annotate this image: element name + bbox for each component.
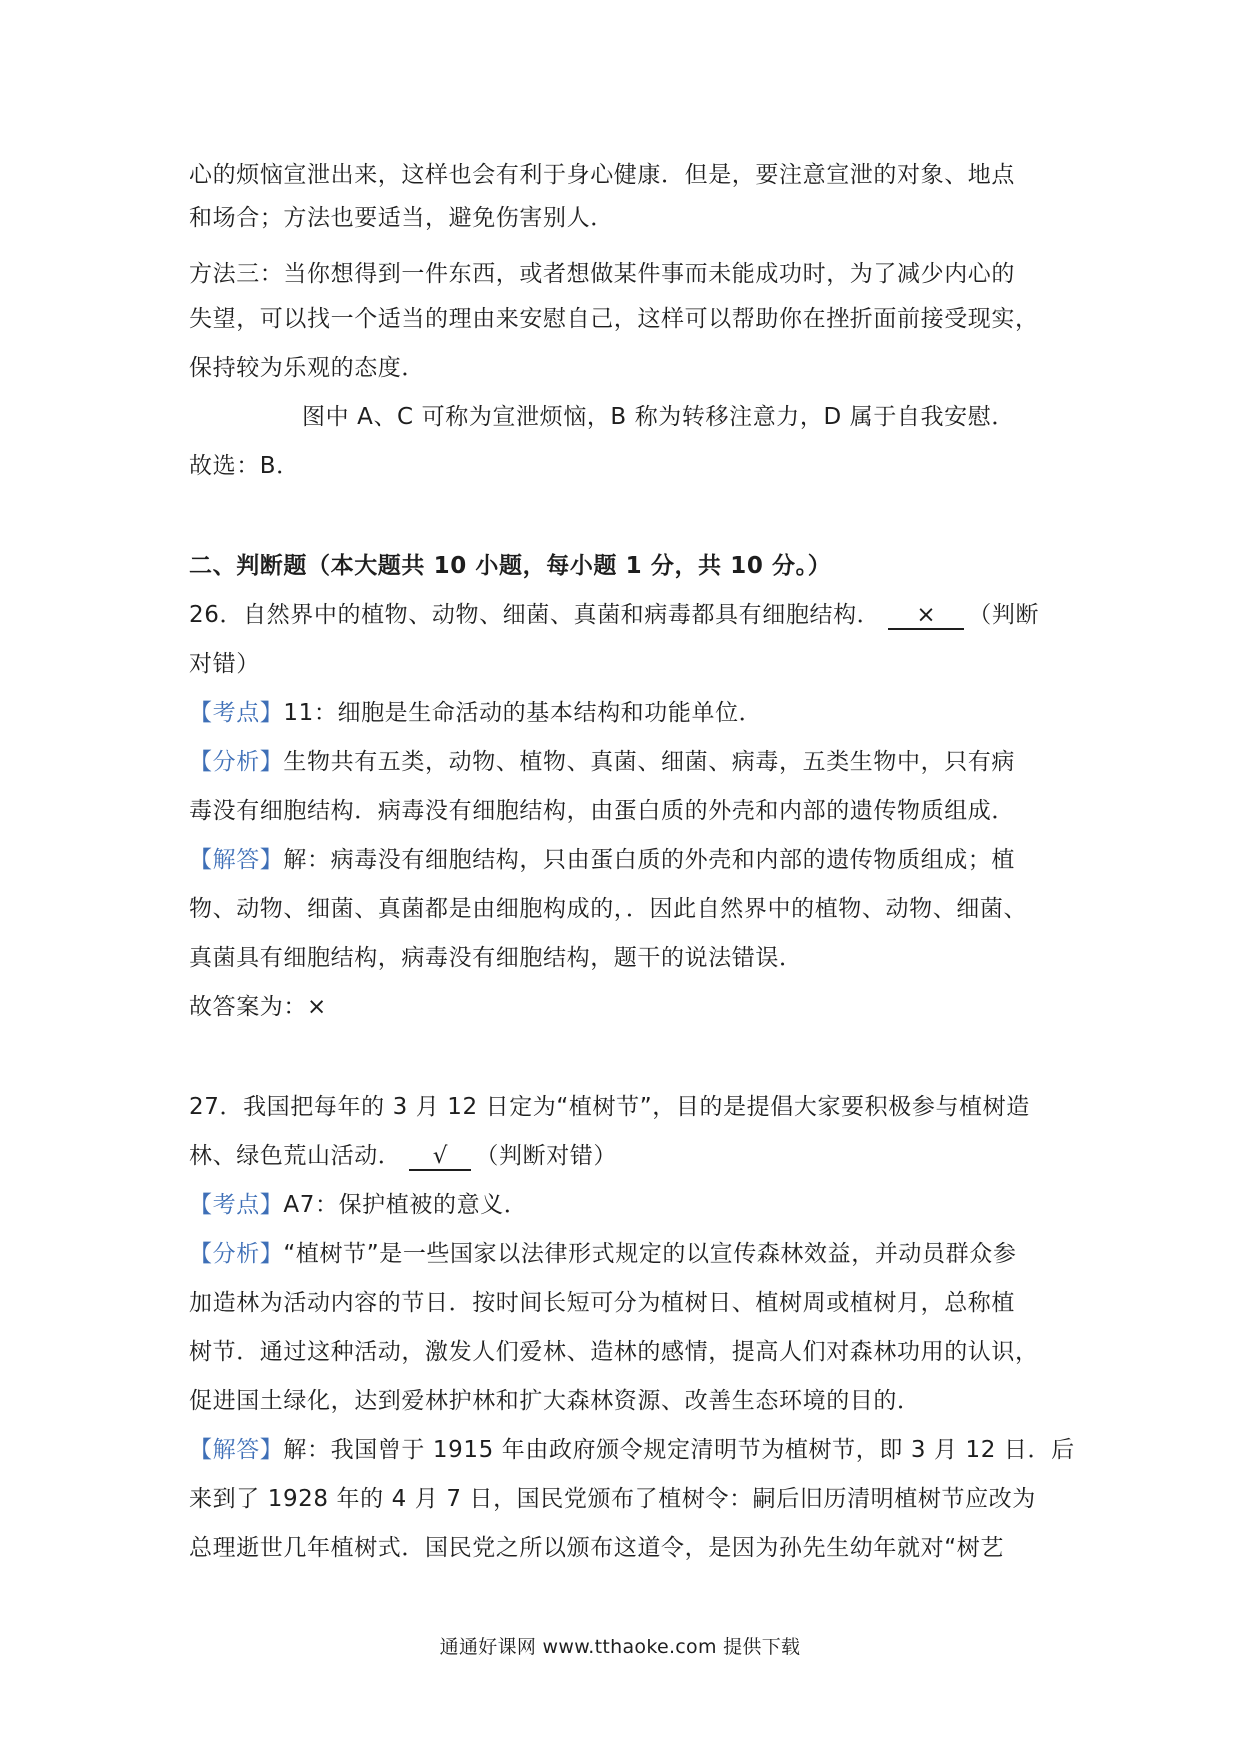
fenxi-text: 生物共有五类，动物、植物、真菌、细菌、病毒，五类生物中，只有病 bbox=[283, 749, 1016, 775]
intro-line: 失望，可以找一个适当的理由来安慰自己，这样可以帮助你在挫折面前接受现实， bbox=[189, 306, 1039, 332]
fenxi-tag: 【分析】 bbox=[189, 1241, 284, 1267]
kaodian-text: 11：细胞是生命活动的基本结构和功能单位． bbox=[283, 700, 763, 726]
q26-stem bbox=[189, 600, 1039, 630]
q26-kaodian bbox=[189, 698, 762, 728]
jieda-tag: 【解答】 bbox=[189, 847, 284, 873]
q27-stem-line2 bbox=[189, 1141, 617, 1171]
q26-answer-blank: × bbox=[888, 602, 964, 630]
q27-answer-blank: √ bbox=[409, 1143, 471, 1171]
kaodian-tag: 【考点】 bbox=[189, 1192, 284, 1218]
q27-fenxi-line2: 加造林为活动内容的节日．按时间长短可分为植树日、植树周或植树月，总称植 bbox=[189, 1290, 1015, 1316]
jieda-text: 解：病毒没有细胞结构，只由蛋白质的外壳和内部的遗传物质组成；植 bbox=[283, 847, 1016, 873]
q27-kaodian bbox=[189, 1190, 527, 1220]
q26-stem-text: 26．自然界中的植物、动物、细菌、真菌和病毒都具有细胞结构． bbox=[189, 602, 881, 628]
kaodian-tag: 【考点】 bbox=[189, 700, 284, 726]
intro-choice: 故选：B． bbox=[189, 453, 300, 479]
intro-summary: 图中 A、C 可称为宣泄烦恼，B 称为转移注意力，D 属于自我安慰． bbox=[302, 404, 1015, 430]
q26-jieda-line2: 物、动物、细菌、真菌都是由细胞构成的，．因此自然界中的植物、动物、细菌、 bbox=[189, 896, 1028, 922]
q27-stem-line1: 27．我国把每年的 3 月 12 日定为“植树节”，目的是提倡大家要积极参与植树造 bbox=[189, 1094, 1030, 1120]
q27-jieda-line2: 来到了 1928 年的 4 月 7 日，国民党颁布了植树令：嗣后旧历清明植树节应改为 bbox=[189, 1486, 1036, 1512]
intro-line: 心的烦恼宣泄出来，这样也会有利于身心健康．但是，要注意宣泄的对象、地点 bbox=[189, 162, 1015, 188]
page-footer: 通通好课网 www.tthaoke.com 提供下载 bbox=[439, 1636, 801, 1658]
q26-jieda-line3: 真菌具有细胞结构，病毒没有细胞结构，题干的说法错误． bbox=[189, 945, 803, 971]
q26-stem-suffix: （判断 bbox=[968, 602, 1040, 628]
q27-jieda bbox=[189, 1435, 1075, 1465]
q26-fenxi bbox=[189, 747, 1015, 777]
intro-line: 和场合；方法也要适当，避免伤害别人． bbox=[189, 205, 614, 231]
q26-stem-line2: 对错） bbox=[189, 651, 260, 677]
jieda-text: 解：我国曾于 1915 年由政府颁令规定清明节为植树节，即 3 月 12 日．后 bbox=[283, 1437, 1075, 1463]
q27-fenxi bbox=[189, 1239, 1016, 1269]
q27-fenxi-line4: 促进国土绿化，达到爱林护林和扩大森林资源、改善生态环境的目的． bbox=[189, 1388, 921, 1414]
q27-stem-suffix: （判断对错） bbox=[475, 1143, 618, 1169]
kaodian-text: A7：保护植被的意义． bbox=[283, 1192, 528, 1218]
section-heading: 二、判断题（本大题共 10 小题，每小题 1 分，共 10 分。） bbox=[189, 553, 832, 579]
q26-fenxi-line2: 毒没有细胞结构．病毒没有细胞结构，由蛋白质的外壳和内部的遗传物质组成． bbox=[189, 798, 1015, 824]
intro-line: 保持较为乐观的态度． bbox=[189, 355, 425, 381]
jieda-tag: 【解答】 bbox=[189, 1437, 284, 1463]
q27-fenxi-line3: 树节．通过这种活动，激发人们爱林、造林的感情，提高人们对森林功用的认识， bbox=[189, 1339, 1039, 1365]
q27-jieda-line3: 总理逝世几年植树式．国民党之所以颁布这道令，是因为孙先生幼年就对“树艺 bbox=[189, 1535, 1004, 1561]
q26-answer: 故答案为：× bbox=[189, 994, 327, 1020]
q26-jieda bbox=[189, 845, 1015, 875]
fenxi-text: “植树节”是一些国家以法律形式规定的以宣传森林效益，并动员群众参 bbox=[283, 1241, 1017, 1267]
fenxi-tag: 【分析】 bbox=[189, 749, 284, 775]
q27-stem-text: 林、绿色荒山活动． bbox=[189, 1143, 402, 1169]
intro-line: 方法三：当你想得到一件东西，或者想做某件事而未能成功时，为了减少内心的 bbox=[189, 261, 1015, 287]
